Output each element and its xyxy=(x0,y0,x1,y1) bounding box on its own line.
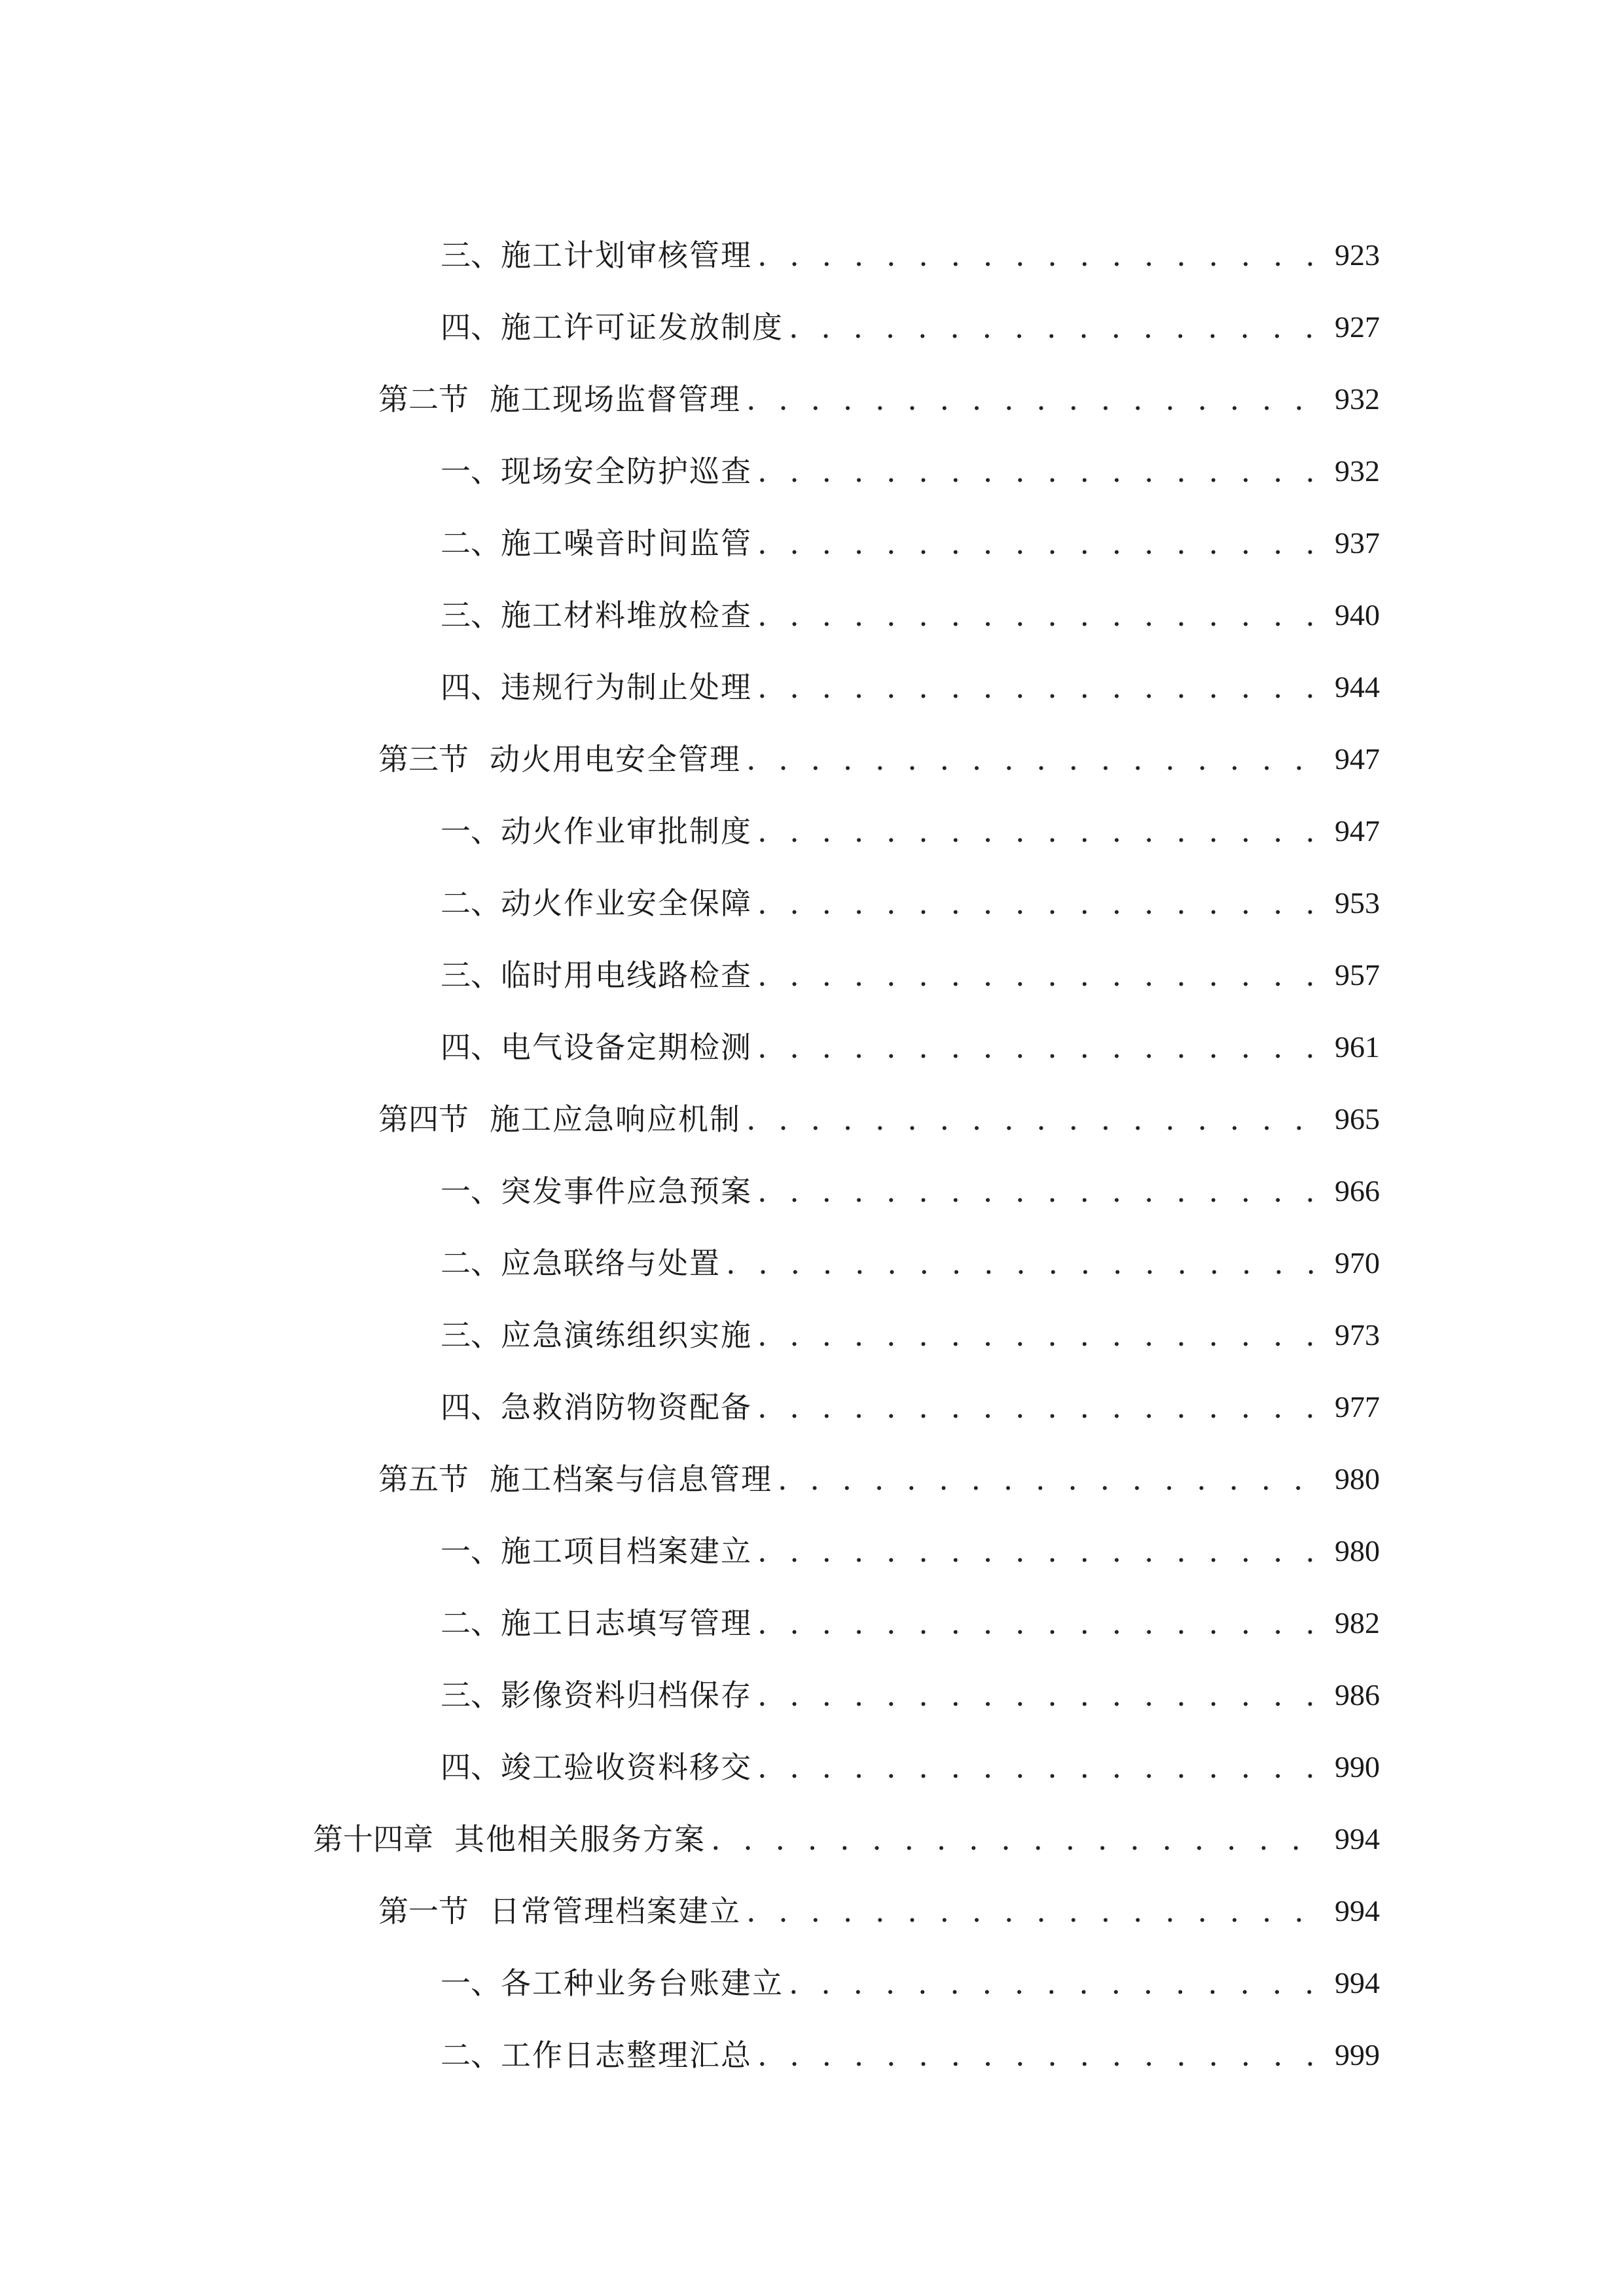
toc-item[interactable] xyxy=(441,949,1380,1001)
toc-page-number: 932 xyxy=(1335,454,1380,488)
toc-chapter-number: 第十四章 xyxy=(313,1821,433,1857)
dot-leader xyxy=(757,1597,1326,1649)
dot-leader xyxy=(757,1165,1326,1217)
toc-item-number: 四、 xyxy=(441,1030,501,1065)
dot-leader xyxy=(757,805,1326,857)
toc-chapter-title: 其他相关服务方案 xyxy=(454,1821,706,1857)
toc-item[interactable] xyxy=(441,1525,1380,1577)
toc-page-number: 977 xyxy=(1335,1390,1380,1424)
toc-section[interactable] xyxy=(378,733,1380,785)
toc-page-number: 940 xyxy=(1335,598,1380,632)
toc-page-number: 986 xyxy=(1335,1678,1380,1712)
toc-section-title: 施工现场监督管理 xyxy=(490,382,741,417)
toc-item-number: 四、 xyxy=(441,670,501,705)
toc-item-title: 应急演练组织实施 xyxy=(501,1318,752,1353)
dot-leader xyxy=(757,229,1326,281)
toc-section-number: 第一节 xyxy=(378,1893,469,1929)
toc-section-number: 第三节 xyxy=(378,742,469,777)
toc-section-number: 第五节 xyxy=(378,1462,469,1497)
toc-item[interactable] xyxy=(441,805,1380,857)
toc-section-title: 动火用电安全管理 xyxy=(490,742,741,777)
toc-page-number: 965 xyxy=(1335,1102,1380,1136)
toc-item-number: 二、 xyxy=(441,526,501,561)
toc-page-number: 990 xyxy=(1335,1750,1380,1784)
toc-item-title: 临时用电线路检查 xyxy=(501,958,752,993)
toc-page-number: 994 xyxy=(1335,1966,1380,2000)
toc-item[interactable] xyxy=(441,1597,1380,1649)
toc-item[interactable] xyxy=(441,1165,1380,1217)
toc-item[interactable] xyxy=(441,301,1380,353)
toc-item-title: 施工项目档案建立 xyxy=(501,1534,752,1569)
toc-item-number: 四、 xyxy=(441,310,501,345)
toc-page-number: 966 xyxy=(1335,1174,1380,1208)
toc-item-number: 二、 xyxy=(441,1246,501,1281)
toc-item-number: 三、 xyxy=(441,598,501,633)
toc-item-number: 二、 xyxy=(441,886,501,921)
toc-section[interactable] xyxy=(378,373,1380,425)
toc-section[interactable] xyxy=(378,1093,1380,1145)
dot-leader xyxy=(746,1885,1326,1937)
toc-item-title: 动火作业安全保障 xyxy=(501,886,752,921)
toc-item[interactable] xyxy=(441,1741,1380,1793)
toc-page-number: 970 xyxy=(1335,1246,1380,1280)
dot-leader xyxy=(757,1525,1326,1577)
toc-section[interactable] xyxy=(378,1885,1380,1937)
toc-page-number: 973 xyxy=(1335,1318,1380,1352)
toc-page-number: 961 xyxy=(1335,1030,1380,1064)
toc-item-title: 急救消防物资配备 xyxy=(501,1390,752,1425)
toc-item[interactable] xyxy=(441,1237,1380,1289)
toc-item-number: 二、 xyxy=(441,1605,501,1641)
dot-leader xyxy=(757,1021,1326,1073)
dot-leader xyxy=(746,373,1326,425)
toc-item-number: 一、 xyxy=(441,1534,501,1569)
toc-page-number: 994 xyxy=(1335,1822,1380,1856)
toc-page-number: 937 xyxy=(1335,526,1380,560)
toc-item-title: 突发事件应急预案 xyxy=(501,1174,752,1209)
toc-item[interactable] xyxy=(441,1309,1380,1361)
toc-item-number: 二、 xyxy=(441,2037,501,2073)
dot-leader xyxy=(746,1093,1326,1145)
toc-item[interactable] xyxy=(441,1669,1380,1721)
toc-item-title: 施工噪音时间监管 xyxy=(501,526,752,561)
toc-page-number: 982 xyxy=(1335,1606,1380,1640)
dot-leader xyxy=(757,1669,1326,1721)
toc-item[interactable] xyxy=(441,2029,1380,2081)
toc-page-number: 999 xyxy=(1335,2038,1380,2072)
toc-item-title: 施工日志填写管理 xyxy=(501,1605,752,1641)
toc-item[interactable] xyxy=(441,1381,1380,1433)
toc-page-number: 932 xyxy=(1335,382,1380,416)
toc-page-number: 980 xyxy=(1335,1534,1380,1568)
toc-item-number: 一、 xyxy=(441,1965,501,2001)
dot-leader xyxy=(757,1309,1326,1361)
toc-item-title: 施工材料堆放检查 xyxy=(501,598,752,633)
toc-page-number: 923 xyxy=(1335,238,1380,272)
toc-section-number: 第二节 xyxy=(378,382,469,417)
toc-item-title: 竣工验收资料移交 xyxy=(501,1749,752,1785)
toc-item-number: 三、 xyxy=(441,1677,501,1713)
dot-leader xyxy=(757,877,1326,929)
dot-leader xyxy=(757,517,1326,569)
toc-page-number: 953 xyxy=(1335,886,1380,920)
toc-item[interactable] xyxy=(441,1021,1380,1073)
toc-item-number: 四、 xyxy=(441,1390,501,1425)
dot-leader xyxy=(726,1237,1326,1289)
toc-item-number: 三、 xyxy=(441,238,501,273)
toc-chapter[interactable] xyxy=(313,1813,1380,1865)
dot-leader xyxy=(757,2029,1326,2081)
toc-page-number: 947 xyxy=(1335,742,1380,776)
toc-item-title: 动火作业审批制度 xyxy=(501,814,752,849)
toc-item-number: 三、 xyxy=(441,958,501,993)
toc-item-title: 工作日志整理汇总 xyxy=(501,2037,752,2073)
toc-section[interactable] xyxy=(378,1453,1380,1505)
toc-section-title: 施工应急响应机制 xyxy=(490,1102,741,1137)
toc-item[interactable] xyxy=(441,229,1380,281)
dot-leader xyxy=(789,301,1326,353)
toc-item-title: 各工种业务台账建立 xyxy=(501,1965,784,2001)
toc-section-title: 日常管理档案建立 xyxy=(490,1893,741,1929)
toc-item-title: 施工计划审核管理 xyxy=(501,238,752,273)
toc-page-number: 947 xyxy=(1335,814,1380,848)
toc-section-title: 施工档案与信息管理 xyxy=(490,1462,772,1497)
toc-item[interactable] xyxy=(441,589,1380,641)
dot-leader xyxy=(757,949,1326,1001)
dot-leader xyxy=(757,589,1326,641)
toc-item-number: 三、 xyxy=(441,1318,501,1353)
toc-item-number: 一、 xyxy=(441,1174,501,1209)
dot-leader xyxy=(746,733,1326,785)
dot-leader xyxy=(778,1453,1326,1505)
toc-item-number: 一、 xyxy=(441,814,501,849)
toc-item-title: 应急联络与处置 xyxy=(501,1246,721,1281)
dot-leader xyxy=(757,445,1326,497)
toc-page-number: 994 xyxy=(1335,1894,1380,1928)
dot-leader xyxy=(757,1381,1326,1433)
toc-item-title: 影像资料归档保存 xyxy=(501,1677,752,1713)
toc-section-number: 第四节 xyxy=(378,1102,469,1137)
dot-leader xyxy=(711,1813,1326,1865)
toc-item[interactable] xyxy=(441,661,1380,713)
toc-item[interactable] xyxy=(441,517,1380,569)
toc-item-number: 四、 xyxy=(441,1749,501,1785)
toc-page-number: 944 xyxy=(1335,670,1380,704)
toc-page-number: 927 xyxy=(1335,310,1380,344)
toc-item[interactable] xyxy=(441,1957,1380,2009)
dot-leader xyxy=(757,1741,1326,1793)
toc-item-title: 违规行为制止处理 xyxy=(501,670,752,705)
toc-item-title: 施工许可证发放制度 xyxy=(501,310,784,345)
dot-leader xyxy=(757,661,1326,713)
toc-page-number: 980 xyxy=(1335,1462,1380,1496)
toc-page-number: 957 xyxy=(1335,958,1380,992)
toc-item-number: 一、 xyxy=(441,454,501,489)
toc-item[interactable] xyxy=(441,445,1380,497)
toc-item-title: 电气设备定期检测 xyxy=(501,1030,752,1065)
toc-item-title: 现场安全防护巡查 xyxy=(501,454,752,489)
toc-item[interactable] xyxy=(441,877,1380,929)
dot-leader xyxy=(789,1957,1326,2009)
